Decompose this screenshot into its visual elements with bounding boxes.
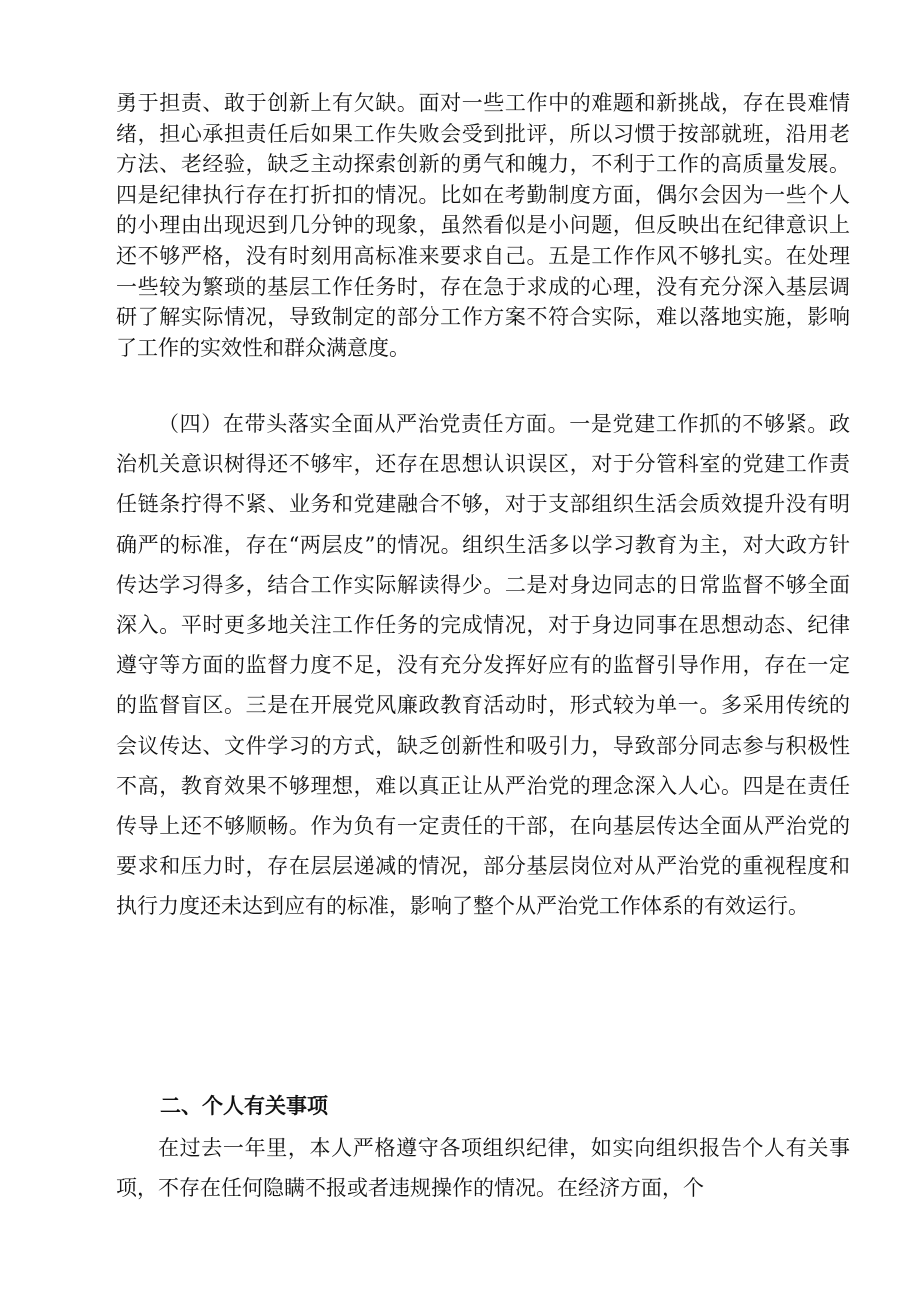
body-paragraph-party-responsibility: （四）在带头落实全面从严治党责任方面。一是党建工作抓的不够紧。政治机关意识树得还不够牢，还存在思想认识误区，对于分管科室的党建工作责任链条拧得不紧、业务和党建融合不够，对于支部组织生活会质效提升没有明确严的标准，存在“两层皮”的情况。组织生活多以学习教育为主，对大政方针传达学习得多，结合工作实际解读得少。二是对身边同志的日常监督不够全面深入。平时更多地关注工作任务的完成情况，对于身边同事在思想动态、纪律遵守等方面的监督力度不足，没有充分发挥好应有的监督引导作用，存在一定的监督盲区。三是在开展党风廉政教育活动时，形式较为单一。多采用传统的会议传达、文件学习的方式，缺乏创新性和吸引力，导致部分同志参与积极性不高，教育效果不够理想，难以真正让从严治党的理念深入人心。四是在责任传导上还不够顺畅。作为负有一定责任的干部，在向基层传达全面从严治党的要求和压力时，存在层层递减的情况，部分基层岗位对从严治党的重视程度和执行力度还未达到应有的标准，影响了整个从严治党工作体系的有效运行。 (116, 412, 850, 919)
body-paragraph-discipline: 勇于担责、敢于创新上有欠缺。面对一些工作中的难题和新挑战，存在畏难情绪，担心承担责任后如果工作失败会受到批评，所以习惯于按部就班，沿用老方法、老经验，缺乏主动探索创新的勇气和魄力，不利于工作的高质量发展。四是纪律执行存在打折扣的情况。比如在考勤制度方面，偶尔会因为一些个人的小理由出现迟到几分钟的现象，虽然看似是小问题，但反映出在纪律意识上还不够严格，没有时刻用高标准来要求自己。五是工作作风不够扎实。在处理一些较为繁琐的基层工作任务时，存在急于求成的心理，没有充分深入基层调研了解实际情况，导致制定的部分工作方案不符合实际，难以落地实施，影响了工作的实效性和群众满意度。 (116, 91, 850, 360)
body-paragraph-personal-matters: 在过去一年里，本人严格遵守各项组织纪律，如实向组织报告个人有关事项，不存在任何隐瞒不报或者违规操作的情况。在经济方面，个 (116, 1136, 850, 1201)
section-heading-personal-matters: 二、个人有关事项 (160, 1094, 328, 1118)
